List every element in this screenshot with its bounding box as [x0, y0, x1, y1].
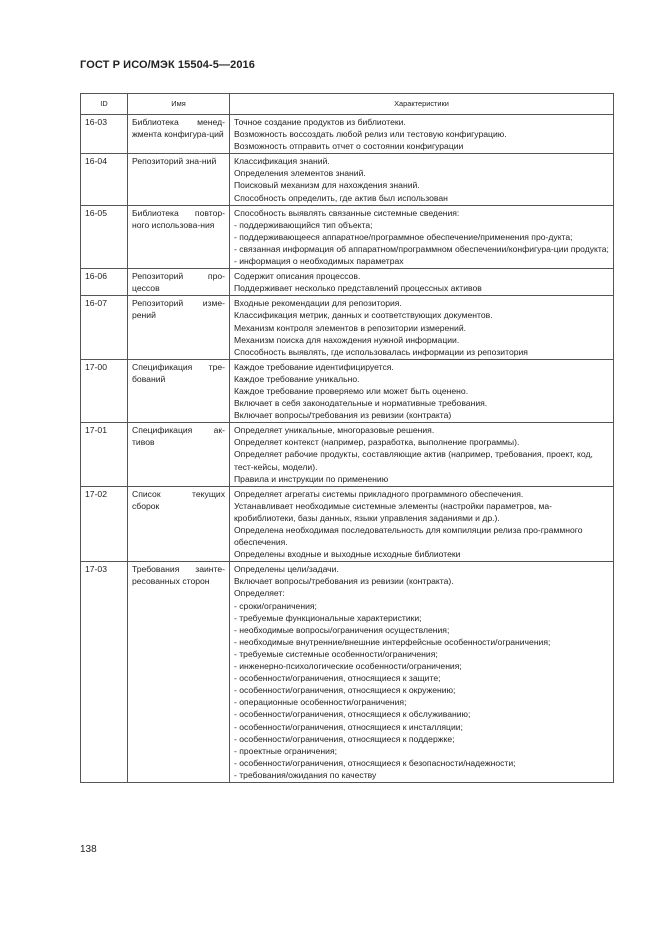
- row-id: 17-00: [81, 359, 128, 422]
- characteristic-line: Возможность отправить отчет о состоянии конфигурации: [234, 141, 464, 152]
- table-row: [81, 423, 614, 486]
- characteristic-line: - поддерживающийся тип объекта;: [234, 219, 373, 230]
- row-characteristics: [230, 296, 614, 359]
- table-row: [81, 486, 614, 562]
- table-row: [81, 269, 614, 296]
- characteristic-line: Каждое требование идентифицируется.: [234, 361, 394, 372]
- characteristic-line: Определения элементов знаний.: [234, 168, 366, 179]
- characteristic-line: - особенности/ограничения, относящиеся к поддержке;: [234, 733, 455, 744]
- characteristic-line: - сроки/ограничения;: [234, 600, 317, 611]
- characteristic-line: - особенности/ограничения, относящиеся к защите;: [234, 673, 441, 684]
- table-row: [81, 154, 614, 205]
- characteristic-line: - требуемые системные особенности/ограничения;: [234, 648, 438, 659]
- row-id: 17-03: [81, 562, 128, 783]
- column-header-id: ID: [81, 94, 128, 115]
- row-name: Репозиторий изме-рений: [128, 296, 230, 359]
- characteristic-line: - операционные особенности/ограничения;: [234, 697, 407, 708]
- table-row: [81, 296, 614, 359]
- characteristic-line: - особенности/ограничения, относящиеся к обслуживанию;: [234, 709, 471, 720]
- characteristic-line: - особенности/ограничения, относящиеся к инсталляции;: [234, 721, 463, 732]
- characteristic-line: Классификация метрик, данных и соответствующих документов.: [234, 310, 493, 321]
- row-name: Библиотека повтор-ного использова-ния: [128, 205, 230, 268]
- characteristic-line: Способность определить, где актив был использован: [234, 192, 448, 203]
- characteristic-line: - поддерживающееся аппаратное/программное обеспечение/применения про-дукта;: [234, 231, 573, 242]
- column-header-characteristics: Характеристики: [230, 94, 614, 115]
- row-id: 16-06: [81, 269, 128, 296]
- characteristic-line: - связанная информация об аппаратном/программном обеспечении/конфигура-ции продукта;: [234, 243, 609, 254]
- characteristic-line: - необходимые вопросы/ограничения осуществления;: [234, 624, 450, 635]
- characteristic-line: Поддерживает несколько представлений процессных активов: [234, 283, 482, 294]
- characteristic-line: Включает вопросы/требования из ревизии (контракта): [234, 410, 452, 421]
- characteristic-line: Определяет рабочие продукты, составляющие актив (например, требования, проект, код, тест-кейсы, модели).: [234, 449, 593, 472]
- row-characteristics: [230, 115, 614, 154]
- row-name: Список текущих сборок: [128, 486, 230, 562]
- characteristic-line: Механизм контроля элементов в репозитории измерений.: [234, 322, 467, 333]
- characteristic-line: Каждое требование проверяемо или может быть оценено.: [234, 385, 469, 396]
- characteristic-line: Содержит описания процессов.: [234, 271, 361, 282]
- characteristic-line: Возможность воссоздать любой релиз или тестовую конфигурацию.: [234, 129, 507, 140]
- characteristic-line: - информация о необходимых параметрах: [234, 256, 404, 267]
- row-name: Библиотека менед-жмента конфигура-ций: [128, 115, 230, 154]
- characteristic-line: Каждое требование уникально.: [234, 373, 360, 384]
- characteristic-line: Правила и инструкции по применению: [234, 473, 389, 484]
- table-row: [81, 562, 614, 783]
- row-name: Спецификация ак-тивов: [128, 423, 230, 486]
- row-characteristics: [230, 423, 614, 486]
- characteristic-line: Точное создание продуктов из библиотеки.: [234, 117, 406, 127]
- row-name: Репозиторий зна-ний: [128, 154, 230, 205]
- characteristic-line: Определены входные и выходные исходные библиотеки: [234, 549, 461, 560]
- characteristic-line: Определена необходимая последовательность для компиляции релиза про-граммного обеспечения.: [234, 525, 583, 548]
- characteristic-line: - особенности/ограничения, относящиеся к безопасности/надежности;: [234, 757, 516, 768]
- table-row: [81, 115, 614, 154]
- characteristic-line: - особенности/ограничения, относящиеся к окружению;: [234, 685, 456, 696]
- characteristic-line: Определяет уникальные, многоразовые решения.: [234, 425, 435, 436]
- characteristic-line: - требуемые функциональные характеристики;: [234, 612, 422, 623]
- characteristics-table: [80, 93, 614, 783]
- characteristic-line: Определяет контекст (например, разработка, выполнение программы).: [234, 437, 520, 448]
- row-characteristics: [230, 562, 614, 783]
- characteristic-line: Включает в себя законодательные и нормативные требования.: [234, 398, 488, 409]
- table-row: [81, 205, 614, 268]
- row-characteristics: [230, 205, 614, 268]
- row-id: 16-07: [81, 296, 128, 359]
- characteristic-line: - проектные ограничения;: [234, 745, 337, 756]
- row-id: 16-05: [81, 205, 128, 268]
- row-name: Спецификация тре-бований: [128, 359, 230, 422]
- row-characteristics: [230, 154, 614, 205]
- characteristic-line: - инженерно-психологические особенности/ограничения;: [234, 661, 462, 672]
- characteristic-line: Способность выявлять связанные системные сведения:: [234, 207, 460, 218]
- characteristic-line: - необходимые внутренние/внешние интерфейсные особенности/ограничения;: [234, 636, 551, 647]
- characteristic-line: Определяет агрегаты системы прикладного программного обеспечения.: [234, 488, 524, 499]
- row-characteristics: [230, 486, 614, 562]
- characteristic-line: - требования/ожидания по качеству: [234, 769, 377, 780]
- table-header-row: [81, 94, 614, 115]
- row-name: Требования заинте-ресованных сторон: [128, 562, 230, 783]
- characteristic-line: Устанавливает необходимые системные элементы (настройки параметров, ма-кробиблиотеки, базы данных, языки управления заданиями и др.).: [234, 500, 553, 523]
- characteristic-line: Входные рекомендации для репозитория.: [234, 298, 402, 309]
- characteristic-line: Механизм поиска для нахождения нужной информации.: [234, 334, 460, 345]
- characteristic-line: Классификация знаний.: [234, 156, 330, 167]
- row-id: 16-03: [81, 115, 128, 154]
- characteristic-line: Поисковый механизм для нахождения знаний.: [234, 180, 420, 191]
- page-number: 138: [80, 844, 97, 855]
- column-header-name: Имя: [128, 94, 230, 115]
- row-name: Репозиторий про-цессов: [128, 269, 230, 296]
- document-header: ГОСТ Р ИСО/МЭК 15504-5—2016: [80, 59, 255, 71]
- row-characteristics: [230, 269, 614, 296]
- characteristic-line: Определены цели/задачи.: [234, 564, 339, 575]
- characteristic-line: Способность выявлять, где использовалась информации из репозитория: [234, 346, 528, 357]
- row-characteristics: [230, 359, 614, 422]
- characteristic-line: Включает вопросы/требования из ревизии (контракта).: [234, 576, 454, 587]
- row-id: 17-01: [81, 423, 128, 486]
- row-id: 16-04: [81, 154, 128, 205]
- characteristic-line: Определяет:: [234, 588, 285, 599]
- row-id: 17-02: [81, 486, 128, 562]
- table-row: [81, 359, 614, 422]
